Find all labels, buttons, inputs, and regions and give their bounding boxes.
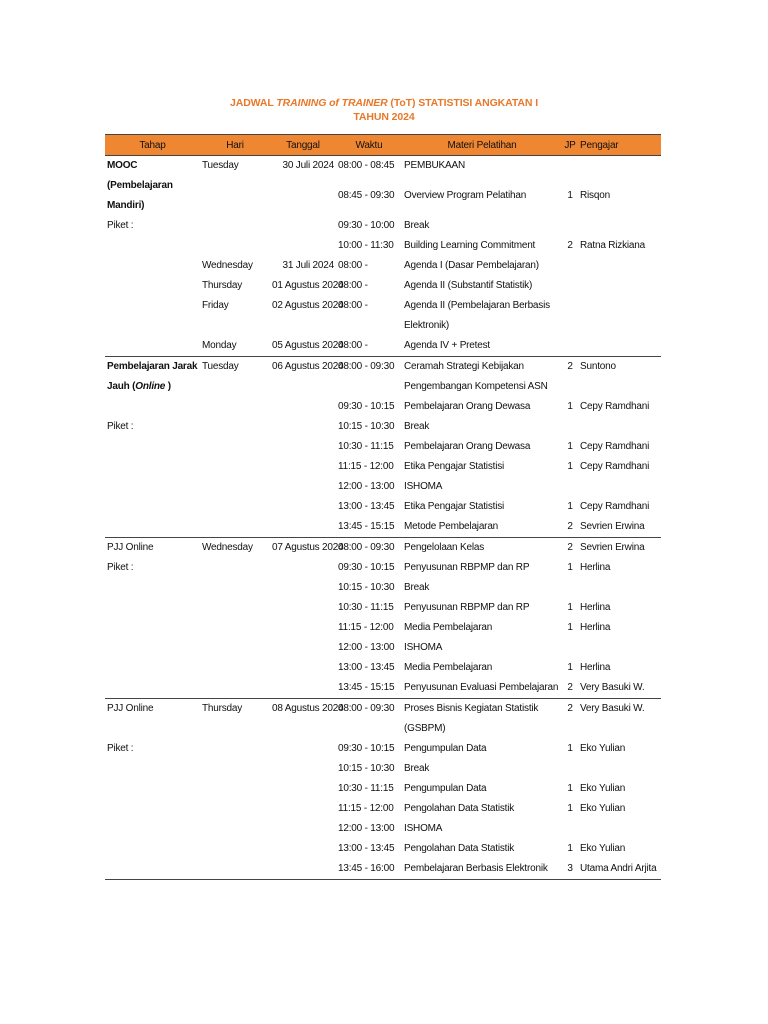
cell-tanggal [270,497,336,517]
title-line-2: TAHUN 2024 [353,111,415,123]
table-row [105,839,661,859]
cell-materi: Agenda II (Substantif Statistik) [404,280,533,291]
cell-pengajar [578,638,661,658]
cell-hari: Tuesday [200,156,270,187]
cell-waktu: 08:00 - [338,280,368,291]
cell-tahap [105,779,200,799]
cell-hari [200,417,270,437]
cell-waktu: 08:00 - 09:30 [336,357,402,378]
cell-hari [200,477,270,497]
cell-tahap [105,497,200,517]
cell-tahap [105,296,200,316]
cell-tanggal [270,517,336,538]
cell-tanggal [270,859,336,880]
table-row [105,256,661,276]
cell-jp: 1 [567,662,573,673]
cell-hari: Thursday [200,699,270,740]
cell-pengajar: Cepy Ramdhani [580,401,650,412]
cell-hari [200,859,270,880]
cell-jp [562,336,578,357]
cell-waktu: 10:15 - 10:30 [338,582,395,593]
cell-waktu: 13:45 - 15:15 [338,682,395,693]
table-row [105,538,661,559]
cell-tahap [105,517,200,538]
cell-jp: 2 [567,521,573,532]
cell-tanggal [270,377,336,397]
cell-jp [562,256,578,276]
cell-materi: Pengolahan Data Statistik [404,803,515,814]
table-row [105,638,661,658]
cell-pengajar [578,276,661,296]
cell-tahap [105,859,200,880]
cell-hari [200,236,270,256]
cell-jp: 1 [567,562,573,573]
cell-tanggal [270,819,336,839]
table-row [105,437,661,457]
cell-jp: 1 [567,501,573,512]
cell-tanggal [270,457,336,477]
cell-jp: 1 [567,602,573,613]
table-row [105,799,661,819]
cell-jp [562,819,578,839]
cell-tanggal: 02 Agustus 2024 [272,300,344,311]
cell-tanggal: 01 Agustus 2024 [272,280,344,291]
header-row [105,135,661,156]
cell-pengajar [578,316,661,336]
document-title [0,96,768,124]
cell-waktu: 09:30 - 10:15 [338,743,395,754]
cell-hari [200,618,270,638]
cell-materi: Pengumpulan Data [404,783,487,794]
cell-materi: Penyusunan RBPMP dan RP [404,562,530,573]
header-hari: Hari [200,135,270,156]
cell-hari [200,437,270,457]
cell-jp [562,477,578,497]
cell-jp [562,316,578,336]
cell-jp: 2 [562,699,578,740]
header-tanggal: Tanggal [270,135,336,156]
cell-tanggal [270,397,336,417]
cell-hari [200,397,270,417]
cell-pengajar: Risqon [580,190,610,202]
cell-jp: 2 [562,538,578,559]
cell-waktu [336,377,402,397]
cell-materi: Break [404,220,430,231]
cell-materi: Proses Bisnis Kegiatan Statistik (GSBPM) [402,699,562,740]
cell-materi: Pembelajaran Berbasis Elektronik [402,859,562,880]
cell-waktu: 10:30 - 11:15 [338,441,394,452]
table-row [105,517,661,538]
header-tahap: Tahap [105,135,200,156]
cell-waktu: 13:45 - 16:00 [336,859,402,880]
cell-pengajar: Herlina [580,562,611,573]
cell-tahap [105,256,200,276]
cell-tanggal [270,437,336,457]
cell-tanggal [270,578,336,598]
cell-hari: Thursday [202,280,243,291]
cell-jp: 2 [567,240,573,251]
cell-tanggal: 31 Juli 2024 [282,260,334,271]
header-jp: JP [562,135,578,156]
table-row [105,859,661,880]
table-row [105,739,661,759]
cell-tanggal [270,799,336,819]
cell-tanggal [270,316,336,336]
cell-pengajar [578,296,661,316]
table-row [105,336,661,357]
table-row [105,216,661,236]
cell-pengajar [578,377,661,397]
cell-materi: Break [404,582,430,593]
cell-tanggal [270,638,336,658]
cell-materi: Break [404,763,430,774]
cell-pengajar: Eko Yulian [580,743,626,754]
cell-tanggal: 05 Agustus 2024 [272,340,344,351]
cell-pengajar: Cepy Ramdhani [580,461,650,472]
cell-hari [200,819,270,839]
cell-jp: 2 [567,682,573,693]
cell-waktu: 13:00 - 13:45 [338,843,395,854]
cell-waktu: 10:15 - 10:30 [338,421,395,432]
cell-jp [562,759,578,779]
cell-hari [200,497,270,517]
cell-tanggal [270,477,336,497]
cell-tanggal [270,558,336,578]
table-row [105,397,661,417]
cell-pengajar: Very Basuki W. [580,682,645,693]
cell-waktu: 11:15 - 12:00 [338,461,394,472]
cell-hari [200,558,270,578]
table-row [105,296,661,316]
cell-pengajar: Utama Andri Arjita [578,859,661,880]
table-row [105,618,661,638]
header-waktu: Waktu [336,135,402,156]
cell-materi: Etika Pengajar Statistisi [404,501,505,512]
cell-tanggal [270,618,336,638]
cell-tahap: MOOC (Pembelajaran Mandiri) [105,156,200,217]
cell-hari [200,316,270,336]
cell-hari [200,216,270,236]
cell-materi: Agenda I (Dasar Pembelajaran) [404,260,539,271]
cell-waktu: 08:00 - 09:30 [336,538,402,559]
cell-materi: Agenda II (Pembelajaran Berbasis Elektronik) [404,300,550,331]
cell-waktu: 08:00 - [338,300,368,311]
cell-tahap [105,397,200,417]
cell-hari [200,759,270,779]
cell-materi: Pengolahan Data Statistik [404,843,515,854]
cell-tahap: PJJ Online [105,699,200,740]
cell-waktu: 11:15 - 12:00 [338,622,394,633]
cell-pengajar: Sevrien Erwina [578,538,661,559]
title-part-c: (ToT) STATISTISI ANGKATAN I [387,97,539,109]
cell-pengajar: Herlina [580,662,611,673]
cell-materi: Ceramah Strategi Kebijakan Pengembangan Kompetensi ASN [402,357,562,398]
cell-jp: 1 [567,783,573,794]
cell-tanggal [270,598,336,618]
table-row [105,658,661,678]
cell-tanggal: 06 Agustus 2024 [270,357,336,378]
cell-waktu: 08:45 - 09:30 [338,190,395,202]
cell-hari [200,739,270,759]
cell-pengajar: Eko Yulian [580,803,626,814]
cell-tahap [105,578,200,598]
cell-hari: Monday [202,340,237,351]
cell-waktu: 10:30 - 11:15 [338,783,394,794]
table-row [105,779,661,799]
cell-waktu: 10:30 - 11:15 [338,602,394,613]
cell-jp: 1 [567,803,573,814]
table-row [105,558,661,578]
cell-pengajar: Ratna Rizkiana [580,240,646,251]
cell-tahap [105,819,200,839]
cell-hari [200,658,270,678]
cell-waktu: 13:00 - 13:45 [338,662,395,673]
cell-waktu: 08:00 - 08:45 [336,156,402,187]
cell-tanggal [270,779,336,799]
cell-tahap [105,799,200,819]
table-row [105,578,661,598]
cell-tanggal [270,678,336,699]
cell-pengajar: Suntono [578,357,661,378]
cell-tahap [105,839,200,859]
cell-jp [562,578,578,598]
cell-pengajar: Very Basuki W. [578,699,661,740]
cell-pengajar: Herlina [580,622,611,633]
cell-pengajar: Eko Yulian [580,783,626,794]
cell-hari [200,839,270,859]
cell-tanggal [270,236,336,256]
cell-pengajar [578,578,661,598]
cell-tahap [105,276,200,296]
cell-waktu: 08:00 - 09:30 [336,699,402,740]
cell-tanggal: 30 Juli 2024 [270,156,336,187]
cell-materi: Break [404,421,430,432]
cell-tahap [105,316,200,336]
cell-pengajar [578,336,661,357]
cell-jp: 2 [562,357,578,378]
cell-tahap [105,658,200,678]
cell-jp [562,377,578,397]
cell-tahap [105,598,200,618]
title-part-a: JADWAL [229,97,277,109]
table-row [105,759,661,779]
cell-pengajar: Cepy Ramdhani [580,441,650,452]
cell-pengajar [578,759,661,779]
cell-hari: Wednesday [200,538,270,559]
cell-hari [200,377,270,397]
cell-waktu: 09:30 - 10:00 [338,220,395,231]
table-row [105,457,661,477]
cell-waktu: 09:30 - 10:15 [338,562,395,573]
table-row [105,417,661,437]
table-row [105,819,661,839]
cell-waktu: 10:15 - 10:30 [338,763,395,774]
header-materi: Materi Pelatihan [402,135,562,156]
cell-materi: PEMBUKAAN [402,156,562,187]
cell-materi: Media Pembelajaran [404,662,493,673]
table-row [105,477,661,497]
cell-tahap: Piket : [107,562,134,573]
table-row [105,276,661,296]
cell-tanggal [270,186,336,216]
cell-tanggal [270,658,336,678]
cell-tahap: Piket : [107,743,134,754]
table-row [105,236,661,256]
cell-tahap [105,618,200,638]
cell-tahap: PJJ Online [105,538,200,559]
cell-materi: Pembelajaran Orang Dewasa [404,401,531,412]
cell-waktu: 08:00 - [338,260,368,271]
cell-waktu: 08:00 - [338,340,368,351]
cell-jp: 1 [567,461,573,472]
schedule-table [105,134,661,880]
cell-pengajar: Eko Yulian [580,843,626,854]
cell-hari [200,638,270,658]
cell-tahap [105,236,200,256]
cell-tahap: Piket : [107,421,134,432]
table-row [105,357,661,378]
cell-pengajar [578,156,661,187]
cell-materi: Agenda IV + Pretest [404,340,490,351]
cell-tahap [105,457,200,477]
cell-jp: 3 [562,859,578,880]
cell-tahap: Pembelajaran Jarak Jauh (Online ) [105,357,200,398]
cell-jp [562,638,578,658]
cell-hari: Friday [202,300,229,311]
cell-pengajar: Cepy Ramdhani [580,501,650,512]
table-row [105,678,661,699]
cell-waktu: 13:45 - 15:15 [338,521,395,532]
cell-materi: ISHOMA [404,823,443,834]
cell-materi: Building Learning Commitment [404,240,536,251]
cell-tahap [105,678,200,699]
cell-hari [200,799,270,819]
cell-waktu: 12:00 - 13:00 [338,823,395,834]
cell-tahap [105,477,200,497]
table-row [105,316,661,336]
cell-hari [200,186,270,216]
cell-pengajar [578,417,661,437]
cell-tahap [105,638,200,658]
cell-pengajar [578,819,661,839]
cell-pengajar: Sevrien Erwina [580,521,645,532]
cell-materi: ISHOMA [404,642,443,653]
cell-waktu: 09:30 - 10:15 [338,401,395,412]
cell-hari [200,598,270,618]
cell-jp [562,276,578,296]
cell-hari: Tuesday [200,357,270,378]
cell-tanggal [270,417,336,437]
cell-jp [562,296,578,316]
cell-tanggal: 08 Agustus 2024 [270,699,336,740]
cell-tahap [105,437,200,457]
cell-pengajar: Herlina [580,602,611,613]
online-emphasis: Online [135,381,166,392]
table-row [105,497,661,517]
cell-jp: 1 [567,743,573,754]
cell-hari [200,457,270,477]
schedule-body [105,156,661,880]
cell-tanggal [270,216,336,236]
cell-materi: Overview Program Pelatihan [404,190,527,202]
cell-jp: 1 [567,401,573,412]
cell-pengajar [578,216,661,236]
cell-hari [200,678,270,699]
cell-waktu: 12:00 - 13:00 [338,642,395,653]
table-row [105,156,661,187]
cell-materi: Pengelolaan Kelas [402,538,562,559]
cell-materi: Media Pembelajaran [404,622,493,633]
cell-hari: Wednesday [202,260,253,271]
cell-materi: Pengumpulan Data [404,743,487,754]
cell-tahap [105,759,200,779]
cell-materi: Etika Pengajar Statistisi [404,461,505,472]
cell-hari [200,578,270,598]
table-row [105,598,661,618]
title-line-1 [0,96,768,110]
cell-jp [562,417,578,437]
cell-pengajar [578,477,661,497]
cell-jp: 1 [567,622,573,633]
cell-materi: Penyusunan Evaluasi Pembelajaran [404,682,559,693]
cell-tahap [105,336,200,357]
cell-waktu: 10:00 - 11:30 [338,240,394,251]
table-row [105,699,661,740]
cell-materi: Penyusunan RBPMP dan RP [404,602,530,613]
cell-waktu: 11:15 - 12:00 [338,803,394,814]
title-part-b: TRAINING of TRAINER [276,97,388,109]
cell-jp [562,156,578,187]
cell-jp: 1 [567,843,573,854]
cell-waktu [336,316,402,336]
cell-materi: Metode Pembelajaran [404,521,499,532]
cell-tahap: Piket : [107,220,134,231]
cell-jp: 1 [567,441,573,452]
cell-tanggal [270,759,336,779]
cell-tanggal [270,839,336,859]
cell-hari [200,779,270,799]
header-pengajar: Pengajar [578,135,661,156]
cell-pengajar [578,256,661,276]
cell-waktu: 13:00 - 13:45 [338,501,395,512]
cell-tanggal [270,739,336,759]
cell-jp [562,216,578,236]
cell-hari [200,517,270,538]
cell-materi: ISHOMA [404,481,443,492]
cell-jp: 1 [567,190,573,202]
cell-waktu: 12:00 - 13:00 [338,481,395,492]
cell-tanggal: 07 Agustus 2024 [270,538,336,559]
cell-materi: Pembelajaran Orang Dewasa [404,441,531,452]
